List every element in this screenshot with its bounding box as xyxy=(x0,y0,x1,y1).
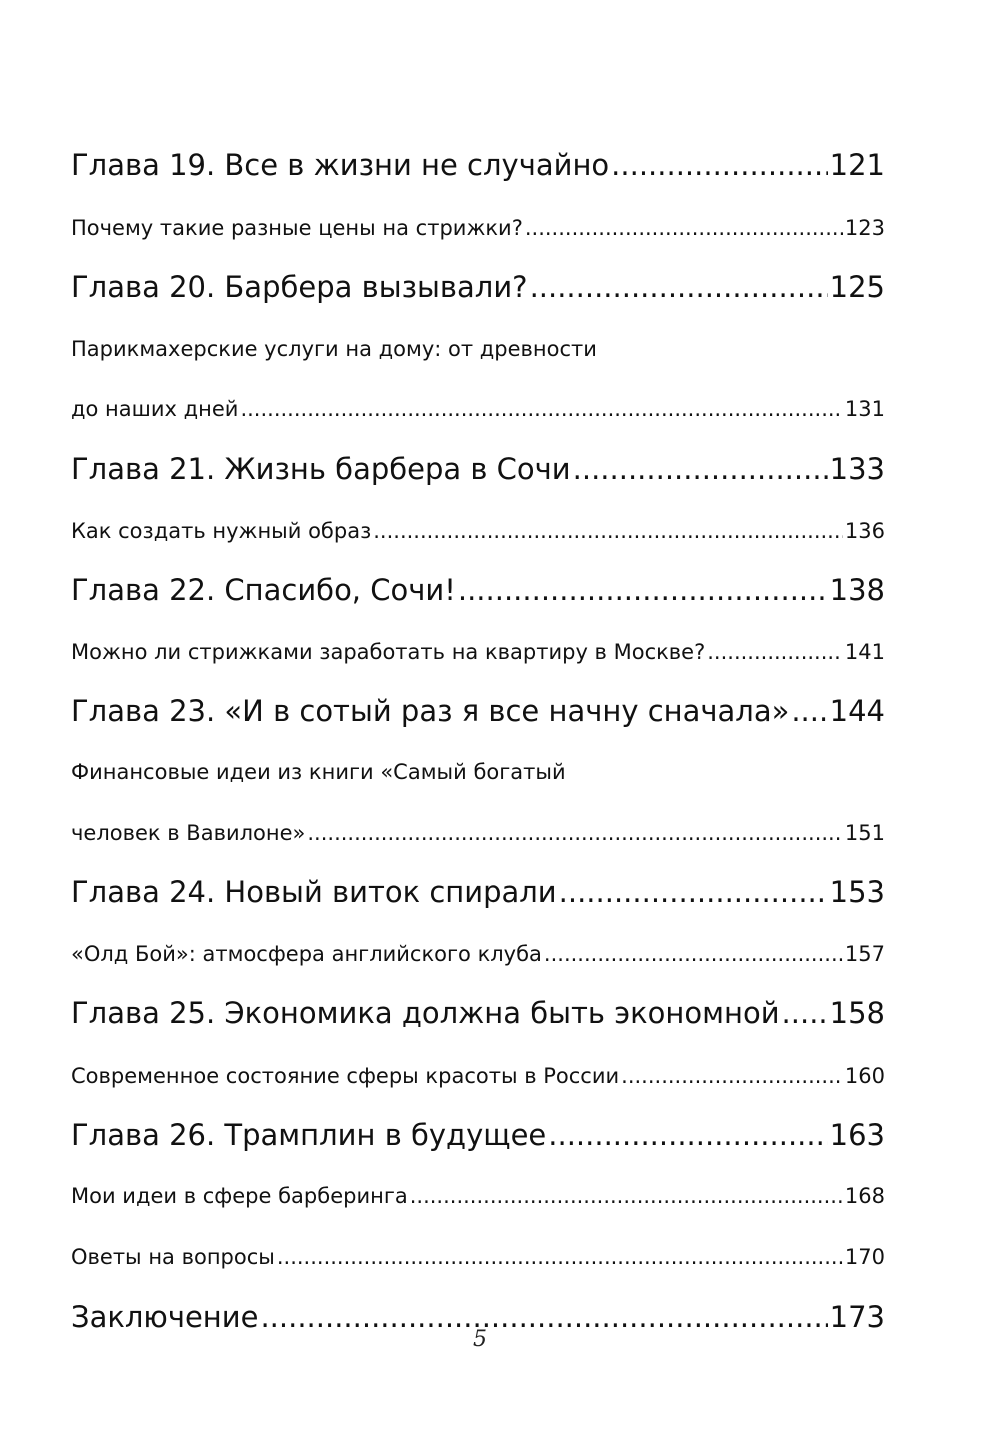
toc-entry-label: «Олд Бой»: атмосфера английского клуба xyxy=(71,942,542,966)
toc-leader-dots xyxy=(530,268,828,306)
toc-entry-page: 141 xyxy=(844,640,885,664)
toc-leader-dots xyxy=(410,1181,843,1211)
toc-leader-dots xyxy=(782,994,828,1032)
toc-entry-label: Мои идеи в сфере барберинга xyxy=(71,1184,408,1208)
toc-leader-dots xyxy=(277,1242,843,1272)
toc-entry-label: Как создать нужный образ xyxy=(71,519,372,543)
toc-entry-label-line1: Парикмахерские услуги на дому: от древности xyxy=(71,337,597,361)
toc-entry-label: Глава 21. Жизнь барбера в Сочи xyxy=(71,452,571,486)
toc-entry-section xyxy=(71,1061,885,1091)
toc-entry-label: Глава 25. Экономика должна быть экономной xyxy=(71,996,780,1030)
toc-entry-page: 173 xyxy=(829,1300,885,1334)
toc-entry-page: 163 xyxy=(829,1118,885,1152)
toc-entry-label: Почему такие разные цены на стрижки? xyxy=(71,216,523,240)
toc-entry-label: Глава 22. Спасибо, Сочи! xyxy=(71,573,456,607)
toc-entry-chapter-25 xyxy=(71,994,885,1032)
toc-entry-label: Глава 20. Барбера вызывали? xyxy=(71,270,528,304)
toc-entry-section xyxy=(71,516,885,546)
toc-entry-section xyxy=(71,394,885,424)
toc-entry-section xyxy=(71,1181,885,1211)
toc-entry-chapter-26 xyxy=(71,1116,885,1154)
toc-entry-label: Оветы на вопросы xyxy=(71,1245,275,1269)
toc-entry-label: до наших дней xyxy=(71,397,239,421)
toc-entry-chapter-24 xyxy=(71,873,885,911)
toc-leader-dots xyxy=(611,146,827,184)
toc-leader-dots xyxy=(373,516,843,546)
toc-entry-label: Глава 23. «И в сотый раз я все начну сначала» xyxy=(71,694,790,728)
toc-entry-section xyxy=(71,213,885,243)
toc-entry-page: 168 xyxy=(844,1184,885,1208)
toc-entry-label: Можно ли стрижками заработать на квартиру в Москве? xyxy=(71,640,706,664)
toc-entry-section xyxy=(71,1242,885,1272)
toc-entry-section xyxy=(71,637,885,667)
toc-entry-page: 157 xyxy=(844,942,885,966)
toc-entry-page: 121 xyxy=(829,148,885,182)
toc-leader-dots xyxy=(573,450,828,488)
toc-entry-label: Глава 26. Трамплин в будущее xyxy=(71,1118,547,1152)
toc-entry-label: Глава 24. Новый виток спирали xyxy=(71,875,557,909)
toc-entry-page: 160 xyxy=(844,1064,885,1088)
toc-entry-chapter-19 xyxy=(71,146,885,184)
toc-entry-page: 125 xyxy=(829,270,885,304)
toc-leader-dots xyxy=(458,571,828,609)
toc-leader-dots xyxy=(707,637,843,667)
toc-entry-chapter-21 xyxy=(71,450,885,488)
toc-entry-page: 158 xyxy=(829,996,885,1030)
toc-leader-dots xyxy=(559,873,828,911)
toc-entry-page: 133 xyxy=(829,452,885,486)
toc-entry-section xyxy=(71,939,885,969)
toc-entry-page: 153 xyxy=(829,875,885,909)
page-number: 5 xyxy=(473,1327,487,1352)
toc-leader-dots xyxy=(525,213,843,243)
toc-leader-dots xyxy=(240,394,842,424)
toc-leader-dots xyxy=(307,818,843,848)
toc-entry-page: 138 xyxy=(829,573,885,607)
toc-entry-page: 144 xyxy=(829,694,885,728)
toc-entry-page: 151 xyxy=(844,821,885,845)
toc-entry-label: Заключение xyxy=(71,1300,259,1334)
toc-entry-page: 136 xyxy=(844,519,885,543)
toc-entry-section xyxy=(71,818,885,848)
toc-entry-page: 123 xyxy=(844,216,885,240)
toc-entry-page: 170 xyxy=(844,1245,885,1269)
toc-leader-dots xyxy=(621,1061,843,1091)
toc-leader-dots xyxy=(548,1116,827,1154)
toc-entry-label: Глава 19. Все в жизни не случайно xyxy=(71,148,610,182)
toc-entry-chapter-22 xyxy=(71,571,885,609)
toc-entry-chapter-20 xyxy=(71,268,885,306)
toc-entry-chapter-23 xyxy=(71,692,885,730)
toc-entry-label: Современное состояние сферы красоты в России xyxy=(71,1064,620,1088)
toc-leader-dots xyxy=(791,692,827,730)
toc-entry-label: человек в Вавилоне» xyxy=(71,821,306,845)
toc-leader-dots xyxy=(544,939,843,969)
toc-entry-label-line1: Финансовые идеи из книги «Самый богатый xyxy=(71,760,566,784)
toc-entry-page: 131 xyxy=(844,397,885,421)
